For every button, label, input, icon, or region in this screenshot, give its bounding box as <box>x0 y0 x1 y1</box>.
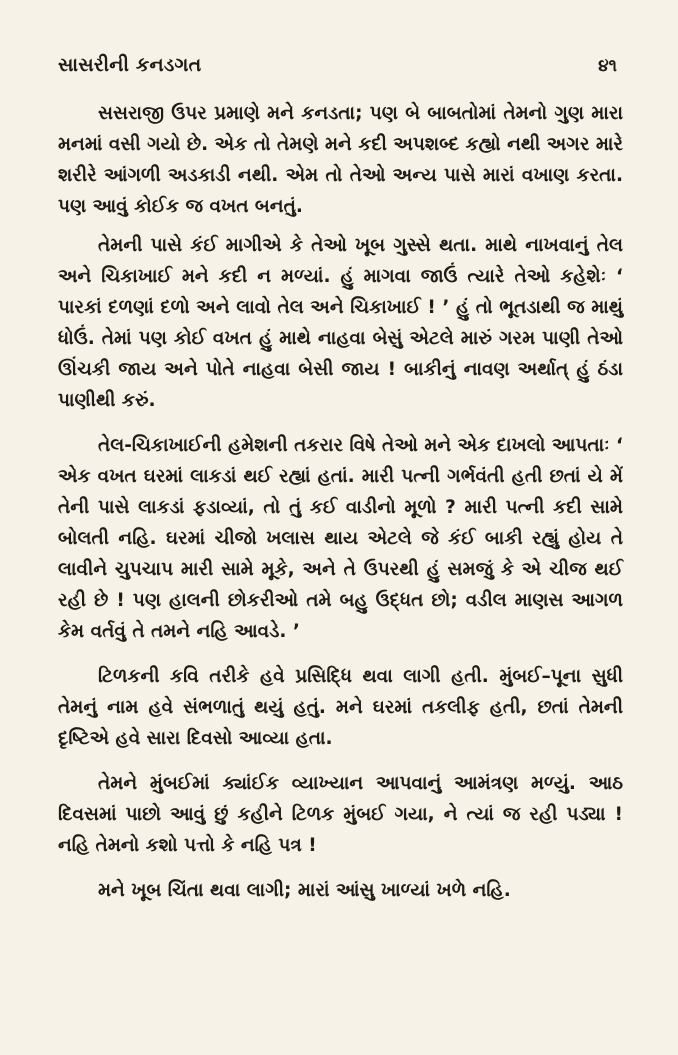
page-header <box>58 54 623 76</box>
paragraph-4: ટિળકની કવિ તરીકે હવે પ્રસિદ્ધિ થવા લાગી હતી. મુંબઈ–પૂના સુધી તેમનું નામ હવે સંભળાતું થયું હતું. મને ઘરમાં તકલીફ હતી, છતાં તેમની દૃષ્ટિએ હવે સારા દિવસો આવ્યા હતા. <box>58 666 623 749</box>
paragraph-5: તેમને મુંબઈમાં ક્યાંઈક વ્યાખ્યાન આપવાનું આમંત્રણ મળ્યું. આઠ દિવસમાં પાછો આવું છું કહીને ટિળક મુંબઈ ગયા, ને ત્યાં જ રહી પડ્યા ! નહિ તેમનો કશો પત્તો કે નહિ પત્ર ! <box>58 773 623 856</box>
body-text <box>58 98 623 906</box>
paragraph-1: સસરાજી ઉપર પ્રમાણે મને કનડતા; પણ બે બાબતોમાં તેમનો ગુણ મારા મનમાં વસી ગયો છે. એક તો તેમણે મને કદી અપશબ્દ કહ્યો નથી અગર મારે શરીરે આંગળી અડકાડી નથી. એમ તો તેઓ અન્ય પાસે મારાં વખાણ કરતા. પણ આવું કોઈક જ વખત બનતું. <box>58 103 623 217</box>
paragraph-2: તેમની પાસે કંઈ માગીએ કે તેઓ ખૂબ ગુસ્સે થતા. માથે નાખવાનું તેલ અને ચિકાખાઈ મને કદી ન મળ્યાં. હું માગવા જાઉં ત્યારે તેઓ કહેશેઃ ‘ પારકાં દળણાં દળો અને લાવો તેલ અને ચિકાખાઈ ! ’ હું તો ભૂતડાથી જ માથું ધોઉં. તેમાં પણ કોઈ વખત હું માથે નાહવા બેસું એટલે મારું ગરમ પાણી તેઓ ઊંચકી જાય અને પોતે નાહવા બેસી જાય ! બાકીનું નાવણ અર્થાત્ હું ઠંડા પાણીથી કરું. <box>58 235 623 411</box>
paragraph-3: તેલ-ચિકાખાઈની હમેશની તકરાર વિષે તેઓ મને એક દાખલો આપતાઃ ‘ એક વખત ઘરમાં લાકડાં થઈ રહ્યાં હતાં. મારી પત્ની ગર્ભવંતી હતી છતાં યે મેં તેની પાસે લાકડાં ફડાવ્યાં, તો તું કઈ વાડીનો મૂળો ? મારી પત્ની કદી સામે બોલતી નહિ. ઘરમાં ચીજો ખલાસ થાય એટલે જે કંઈ બાકી રહ્યું હોય તે લાવીને ચુપચાપ મારી સામે મૂકે, અને તે ઉપરથી હું સમજું કે એ ચીજ થઈ રહી છે ! પણ હાલની છોકરીઓ તમે બહુ ઉદ્ધત છો; વડીલ માણસ આગળ કેમ વર્તવું તે તમને નહિ આવડે. ’ <box>58 435 623 642</box>
paragraph-6: મને ખૂબ ચિંતા થવા લાગી; મારાં આંસુ ખાળ્યાં ખળે નહિ. <box>98 880 511 901</box>
running-title: સાસરીની કનડગત <box>58 54 202 76</box>
page-number: ૪૧ <box>598 56 617 76</box>
